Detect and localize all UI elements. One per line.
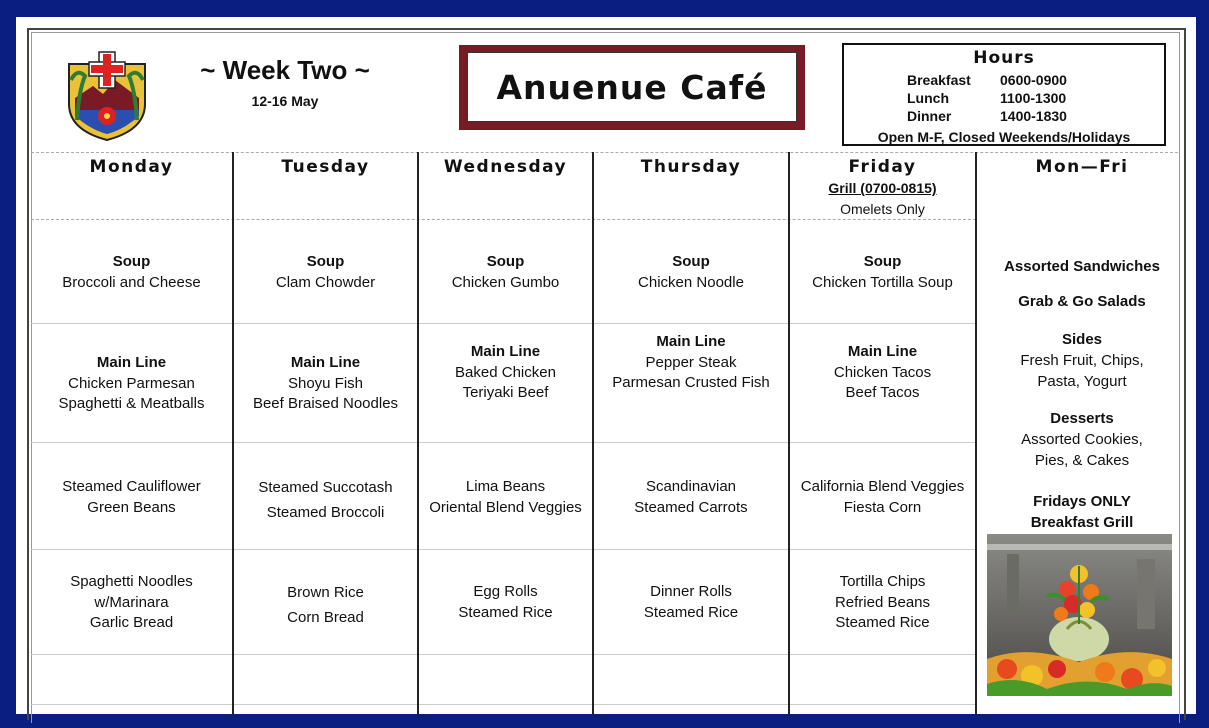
main-line-label: Main Line (96, 354, 167, 371)
menu-item: Egg Rolls (473, 583, 538, 600)
everyday-sandwiches-label: Assorted Sandwiches (1004, 258, 1160, 275)
menu-item: Teriyaki Beef (462, 384, 549, 401)
menu-item: Parmesan Crusted Fish (612, 374, 770, 391)
row-divider-4 (31, 654, 976, 655)
menu-item: Corn Bread (287, 609, 364, 626)
menu-item: Steamed Broccoli (266, 504, 385, 521)
hours-time-lunch: 1100-1300 (1000, 90, 1067, 106)
menu-item: Steamed Rice (458, 603, 553, 621)
day-heading-friday: Friday (848, 157, 917, 177)
row-divider-2 (31, 442, 976, 443)
menu-item: Lima Beans (465, 478, 546, 495)
thursday-vegetables (594, 477, 788, 518)
week-dates: 12-16 May (251, 93, 319, 109)
breakfast-grill-label: Breakfast Grill (1030, 514, 1134, 531)
menu-item: California Blend Veggies (800, 478, 965, 495)
day-heading-mon-fri: Mon—Fri (1035, 157, 1129, 177)
monday-vegetables (31, 477, 232, 518)
menu-item: Brown Rice (287, 584, 364, 601)
row-divider-3 (31, 549, 976, 550)
menu-item: Pepper Steak (645, 353, 737, 371)
fridays-only-note (978, 491, 1186, 533)
desserts-label: Desserts (1050, 410, 1114, 427)
fruit-carving-photo (987, 534, 1172, 696)
main-line-label: Main Line (470, 343, 541, 360)
column-divider-5 (975, 152, 977, 715)
menu-item: Steamed Rice (835, 614, 930, 631)
wednesday-main-line (419, 342, 592, 404)
menu-item: Spaghetti & Meatballs (58, 395, 205, 412)
tuesday-vegetables (234, 475, 417, 525)
tuesday-main-line (234, 353, 417, 415)
menu-item: Steamed Rice (643, 603, 739, 621)
day-heading-thursday: Thursday (640, 157, 742, 177)
wednesday-soup (419, 252, 592, 293)
menu-item: Steamed Carrots (634, 498, 748, 516)
menu-item: Green Beans (87, 498, 176, 516)
friday-grill-note: Omelets Only (840, 201, 925, 217)
friday-starches (790, 572, 975, 634)
menu-item: Chicken Parmesan (68, 374, 195, 392)
week-title: ~ Week Two ~ (200, 55, 370, 85)
menu-item: Tortilla Chips (839, 573, 926, 590)
monday-main-line (31, 353, 232, 415)
wednesday-starches (419, 582, 592, 623)
soup-item: Chicken Tortilla Soup (812, 273, 953, 291)
hours-title: Hours (973, 48, 1035, 68)
soup-label: Soup (112, 253, 151, 270)
hours-meal-dinner: Dinner (907, 108, 952, 124)
main-line-label: Main Line (656, 333, 726, 350)
monday-starches (31, 572, 232, 634)
friday-soup (790, 252, 975, 293)
column-divider-2 (417, 152, 419, 715)
sides-label: Sides (1061, 331, 1103, 348)
hours-time-breakfast: 0600-0900 (1000, 72, 1067, 88)
menu-item: Beef Braised Noodles (252, 395, 399, 412)
monday-soup (31, 252, 232, 293)
day-heading-tuesday: Tuesday (281, 157, 370, 177)
row-divider-5 (31, 704, 976, 705)
column-divider-3 (592, 152, 594, 715)
hours-meal-breakfast: Breakfast (907, 72, 971, 88)
menu-item: Fresh Fruit, Chips, (1020, 352, 1144, 369)
menu-item: Dinner Rolls (650, 583, 732, 600)
menu-item: Beef Tacos (845, 384, 920, 401)
thursday-main-line (594, 332, 788, 394)
hours-meal-lunch: Lunch (907, 90, 949, 106)
tuesday-soup (234, 252, 417, 293)
main-line-label: Main Line (847, 343, 918, 360)
wednesday-vegetables (419, 477, 592, 518)
everyday-salads-label: Grab & Go Salads (1018, 293, 1146, 310)
soup-label: Soup (486, 253, 525, 270)
menu-item: Chicken Tacos (833, 363, 932, 381)
menu-item: Scandinavian (645, 478, 737, 495)
hours-box (842, 43, 1166, 146)
everyday-desserts (978, 408, 1186, 471)
soup-item: Broccoli and Cheese (62, 273, 201, 291)
menu-item: Garlic Bread (89, 614, 174, 631)
everyday-sides (978, 329, 1186, 392)
day-heading-wednesday: Wednesday (443, 157, 568, 177)
dayname-divider (31, 219, 976, 220)
everyday-salads (978, 291, 1186, 312)
thursday-soup (594, 252, 788, 293)
thursday-starches (594, 582, 788, 623)
menu-item: Refried Beans (834, 593, 931, 611)
menu-item: Baked Chicken (455, 363, 556, 381)
soup-item: Chicken Noodle (638, 273, 744, 291)
menu-item: Pasta, Yogurt (1037, 373, 1127, 390)
menu-item: Spaghetti Noodles (70, 573, 193, 590)
menu-item: Oriental Blend Veggies (429, 498, 582, 516)
tuesday-starches (234, 580, 417, 630)
header-divider (31, 152, 1178, 153)
hours-open-note: Open M-F, Closed Weekends/Holidays (877, 129, 1131, 145)
column-divider-1 (232, 152, 234, 715)
fridays-only-label: Fridays ONLY (1033, 493, 1131, 510)
menu-item: Assorted Cookies, (1021, 431, 1143, 448)
main-line-label: Main Line (290, 354, 361, 371)
menu-item: Steamed Cauliflower (62, 478, 201, 495)
soup-label: Soup (672, 253, 710, 270)
row-divider-1 (31, 323, 976, 324)
menu-item: Fiesta Corn (843, 498, 922, 516)
friday-grill-label: Grill (0700-0815) (828, 180, 937, 196)
cafe-name: Anuenue Café (467, 52, 797, 122)
soup-label: Soup (306, 253, 345, 270)
soup-item: Chicken Gumbo (451, 273, 560, 291)
hours-time-dinner: 1400-1830 (1000, 108, 1067, 124)
unit-crest-logo (63, 50, 151, 142)
soup-label: Soup (863, 253, 902, 270)
day-heading-monday: Monday (89, 157, 174, 177)
everyday-sandwiches (978, 256, 1186, 277)
menu-item: Steamed Succotash (258, 479, 393, 496)
menu-item: Pies, & Cakes (1034, 452, 1130, 469)
friday-vegetables (790, 477, 975, 518)
menu-item: w/Marinara (94, 593, 169, 611)
menu-item: Shoyu Fish (287, 374, 364, 392)
friday-main-line (790, 342, 975, 404)
soup-item: Clam Chowder (275, 273, 376, 291)
friday-grill (790, 180, 975, 217)
